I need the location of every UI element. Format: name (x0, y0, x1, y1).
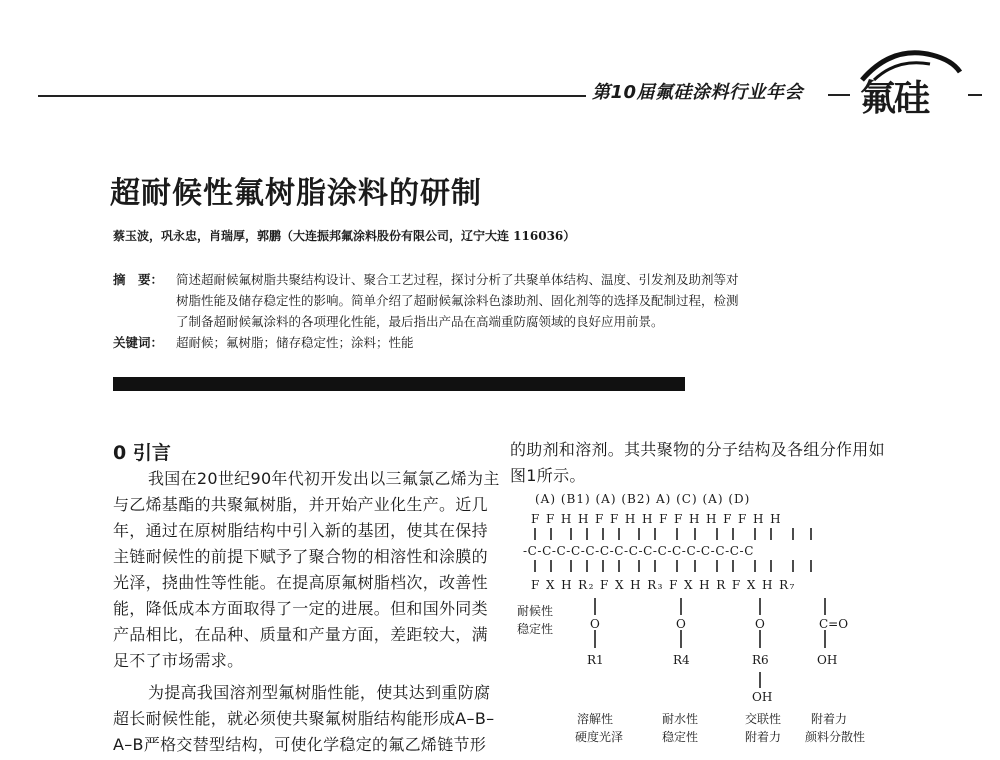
carbonyl: C=O (819, 617, 849, 631)
keywords-text: 超耐候；氟树脂；储存稳定性；涂料；性能 (176, 335, 414, 350)
section-divider-bar (113, 377, 685, 391)
prop-adhesion-2: 附着力 (745, 730, 782, 744)
body-line-5: 光泽，挠曲性等性能。在提高原氟树脂档次，改善性 (113, 573, 488, 592)
monomer-unit-labels: (A) (B1) (A) (B2) A) (C) (A) (D) (535, 492, 751, 506)
abstract-line-3: 了制备超耐候氟涂料的各项理化性能，最后指出产品在高端重防腐领域的良好应用前景。 (176, 314, 664, 329)
body-line-7: 产品相比，在品种、质量和产量方面，差距较大，满 (113, 625, 488, 644)
prop-pigment-dispersion: 颜料分散性 (805, 730, 866, 744)
keywords-label: 关键词： (113, 335, 164, 350)
prop-hardness-gloss: 硬度光泽 (575, 730, 624, 744)
oxygen-1: O (590, 617, 600, 631)
r-group-1: R1 (587, 653, 604, 667)
r-group-4: R4 (673, 653, 690, 667)
header-rule (38, 95, 586, 97)
paper-title: 超耐候性氟树脂涂料的研制 (110, 176, 482, 211)
body-line-6: 能，降低成本方面取得了一定的进展。但和国外同类 (113, 599, 488, 618)
right-body-line-1: 的助剂和溶剂。其共聚物的分子结构及各组分作用如 (510, 440, 885, 459)
prop-crosslinking: 交联性 (745, 712, 782, 726)
header-dash (828, 94, 850, 96)
prop-stability: 稳定性 (662, 730, 699, 744)
author-line: 蔡玉波，巩永忠，肖瑞厚，郭鹏（大连振邦氟涂料股份有限公司，辽宁大连 116036） (113, 229, 576, 243)
oxygen-2: O (676, 617, 686, 631)
weatherability-label: 耐候性 (517, 604, 554, 618)
section-heading: 0 引言 (113, 442, 171, 464)
body-line-9: 为提高我国溶剂型氟树脂性能，使其达到重防腐 (148, 683, 491, 702)
r-group-6: R6 (752, 653, 769, 667)
body-line-2: 与乙烯基酯的共聚氟树脂，并开始产业化生产。近几 (113, 495, 488, 514)
bottom-atoms: F X H R₂ F X H R₃ F X H R F X H R₇ (531, 578, 796, 592)
abstract-line-2: 树脂性能及储存稳定性的影响。简单介绍了超耐候氟涂料色漆助剂、固化剂等的选择及配制过程，检测 (176, 293, 739, 308)
main-chain: -C-C-C-C-C-C-C-C-C-C-C-C-C-C-C-C (523, 544, 754, 558)
stability-label: 稳定性 (517, 622, 554, 636)
logo-lettering: 氟硅 (860, 77, 929, 119)
abstract-line-1: 简述超耐候氟树脂共聚结构设计、聚合工艺过程，探讨分析了共聚单体结构、温度、引发剂及助剂等对 (176, 272, 739, 287)
right-body-line-2: 图1所示。 (510, 466, 586, 485)
body-line-3: 年，通过在原树脂结构中引入新的基团，使其在保持 (113, 521, 488, 540)
body-line-11: A–B严格交替型结构，可使化学稳定的氟乙烯链节形 (113, 735, 487, 754)
body-line-1: 我国在20世纪90年代初开发出以三氟氯乙烯为主 (148, 469, 500, 488)
hydroxyl-below: OH (752, 690, 773, 704)
top-atoms: F F H H F F H H F F H H F F H H (531, 512, 782, 526)
body-line-8: 足不了市场需求。 (113, 651, 244, 670)
prop-adhesion: 附着力 (811, 712, 848, 726)
conference-title: 第10届氟硅涂料行业年会 (592, 82, 804, 103)
prop-water-resistance: 耐水性 (662, 712, 699, 726)
body-line-10: 超长耐候性能，就必须使共聚氟树脂结构能形成A–B– (113, 709, 495, 728)
prop-solubility: 溶解性 (577, 712, 614, 726)
oxygen-3: O (755, 617, 765, 631)
hydroxyl-group: OH (817, 653, 838, 667)
molecular-structure-figure (505, 490, 885, 750)
body-line-4: 主链耐候性的前提下赋予了聚合物的相溶性和涂膜的 (113, 547, 488, 566)
header-dash-right (968, 94, 982, 96)
conference-logo (852, 40, 972, 120)
abstract-label: 摘 要： (113, 272, 164, 287)
